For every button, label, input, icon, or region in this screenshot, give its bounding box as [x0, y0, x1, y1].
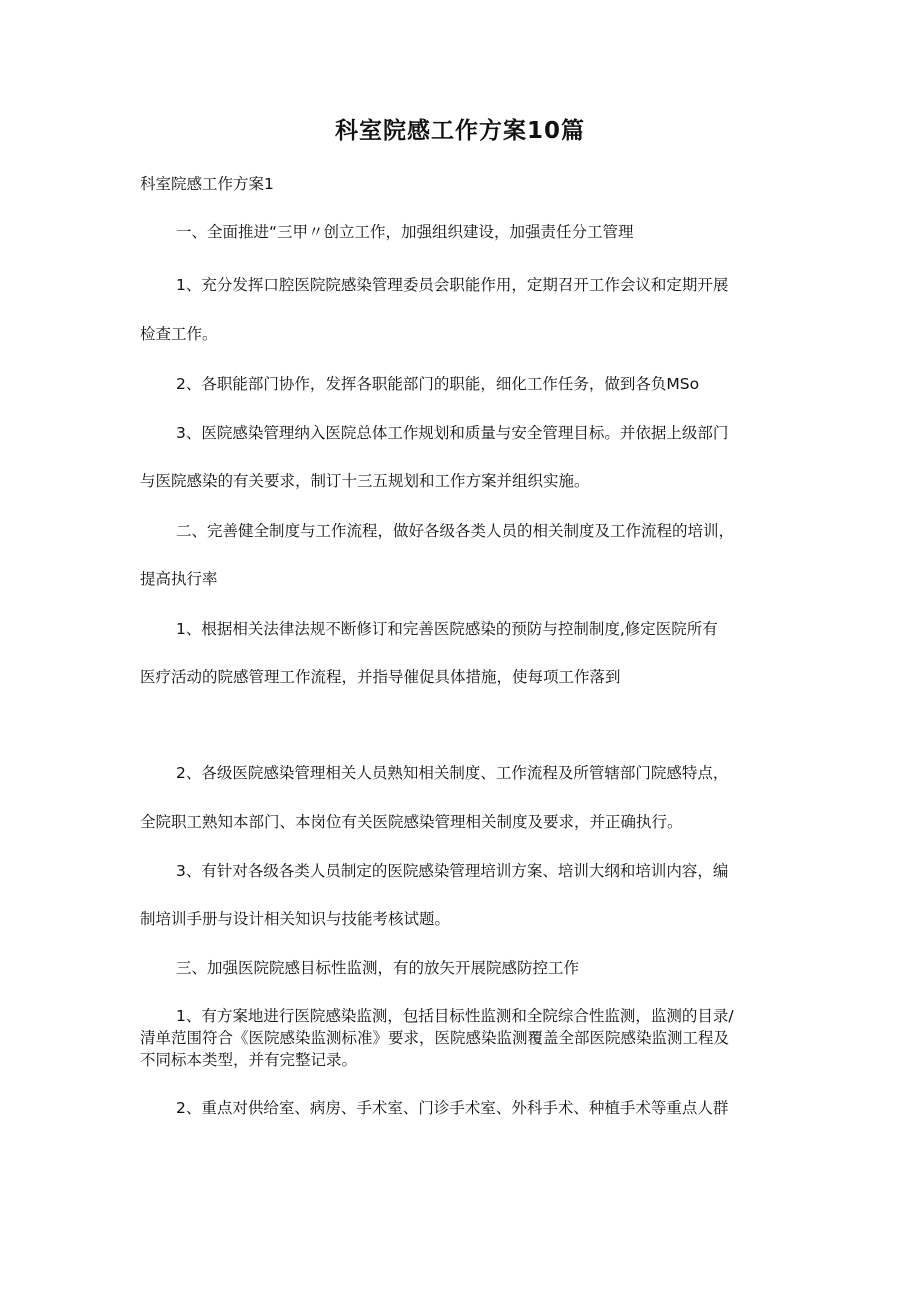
paragraph-line: 不同标本类型，并有完整记录。	[140, 1051, 358, 1069]
paragraph-line: 清单范围符合《医院感染监测标准》要求，医院感染监测覆盖全部医院感染监测工程及	[140, 1029, 730, 1047]
paragraph-line: 1、有方案地进行医院感染监测，包括目标性监测和全院综合性监测，监测的目录/	[176, 1007, 734, 1025]
paragraph-line: 3、有针对各级各类人员制定的医院感染管理培训方案、培训大纲和培训内容，编	[176, 862, 729, 880]
section-heading-2-cont: 提高执行率	[140, 570, 218, 588]
paragraph-line: 制培训手册与设计相关知识与技能考核试题。	[140, 910, 451, 928]
paragraph-line: 全院职工熟知本部门、本岗位有关医院感染管理相关制度及要求，并正确执行。	[140, 813, 683, 831]
paragraph-line: 2、各级医院感染管理相关人员熟知相关制度、工作流程及所管辖部门院感特点，	[176, 764, 729, 782]
document-title: 科室院感工作方案10篇	[334, 118, 585, 144]
paragraph-line: 2、重点对供给室、病房、手术室、门诊手术室、外科手术、种植手术等重点人群	[176, 1099, 729, 1117]
paragraph-line: 检查工作。	[140, 325, 218, 343]
section-heading-3: 三、加强医院院感目标性监测，有的放矢开展院感防控工作	[176, 959, 580, 977]
document-subtitle: 科室院感工作方案1	[140, 175, 274, 193]
paragraph-line: 1、充分发挥口腔医院院感染管理委员会职能作用，定期召开工作会议和定期开展	[176, 276, 729, 294]
section-heading-2: 二、完善健全制度与工作流程，做好各级各类人员的相关制度及工作流程的培训，	[176, 522, 735, 540]
paragraph-line: 3、医院感染管理纳入医院总体工作规划和质量与安全管理目标。并依据上级部门	[176, 424, 729, 442]
paragraph-line: 2、各职能部门协作，发挥各职能部门的职能，细化工作任务，做到各负MSo	[176, 375, 700, 393]
section-heading-1: 一、全面推进“三甲〃创立工作，加强组织建设，加强责任分工管理	[176, 223, 634, 241]
paragraph-line: 1、根据相关法律法规不断修订和完善医院感染的预防与控制制度,修定医院所有	[176, 620, 718, 638]
paragraph-line: 与医院感染的有关要求，制订十三五规划和工作方案并组织实施。	[140, 472, 590, 490]
paragraph-line: 医疗活动的院感管理工作流程，并指导催促具体措施，使每项工作落到	[140, 668, 621, 686]
